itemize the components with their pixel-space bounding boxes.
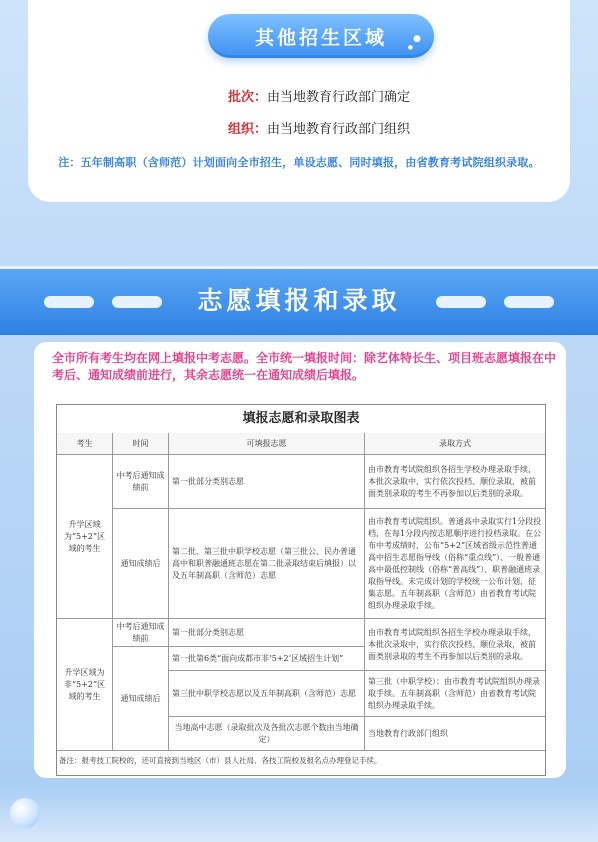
sparkle-icon: ●: [407, 44, 416, 51]
banner-title: 志愿填报和录取: [197, 286, 401, 315]
time-before-results: 中考后通知成绩前: [113, 619, 169, 647]
header-admission: 录取方式: [365, 433, 545, 455]
student-group-non-5plus2: 升学区域为非“5+2”区域的考生: [57, 619, 113, 751]
sparkle-icon: ●: [413, 34, 424, 44]
header-student: 考生: [57, 433, 113, 455]
header-time: 时间: [113, 433, 169, 455]
bottom-glow: [0, 786, 598, 842]
admission-city-order: 由市教育考试院组织各招生学校办理录取手续，本批次录取中，实行依次投档、顺位录取，被前面类别录取的考生不再参加以后类别的录取。: [365, 455, 545, 509]
five-year-note: 注：五年制高职（含师范）计划面向全市招生，单设志愿、同时填报，由省教育考试院组织录取。: [58, 156, 540, 169]
batch-key: 批次：: [228, 90, 268, 105]
admission-high-school: 由市教育考试院组织。普通高中录取实行1分段投档，在每1分段内按志愿顺序进行投档录取。在公布中考成绩时，公布“5+2”区域省级示范性普通高中招生志愿指导线（俗称“重点线”）、一般普通高中最低控制线（俗称“普高线”）、职普融通班录取指导线。未完成计划的学校统一公布计划，征集志愿。五年制高职（含师范）由省教育考试院组织办理录取手续。: [365, 509, 545, 619]
volunteer-local-high-school: 当地高中志愿（录取批次及各批次志愿个数由当地确定）: [169, 717, 365, 751]
volunteer-first-batch: 第一批部分类别志愿: [169, 619, 365, 647]
intro-text: 全市所有考生均在网上填报中考志愿。全市统一填报时间：除艺体特长生、项目班志愿填报在中考后、通知成绩前进行，其余志愿统一在通知成绩后填报。: [52, 351, 557, 382]
volunteer-first-batch: 第一批部分类别志愿: [169, 455, 365, 509]
bubble-decoration-icon: [10, 798, 40, 828]
section-banner: [0, 266, 598, 335]
volunteer-second-third-batch: 第二批、第三批中职学校志愿（第三批公、民办普通高中和职普融通班志愿在第二批录取结束后填报）以及五年制高职（含师范）志愿: [169, 509, 365, 619]
admission-table: [56, 404, 546, 776]
time-after-results: 通知成绩后: [113, 509, 169, 619]
time-after-results: 通知成绩后: [113, 647, 169, 751]
admission-local-authority: 当地教育行政部门组织: [365, 717, 545, 751]
organize-row: [228, 118, 410, 137]
table-title: 填报志愿和录取图表: [57, 405, 545, 434]
volunteer-third-batch: 第三批中职学校志愿以及五年制高职（含师范）志愿: [169, 671, 365, 717]
student-group-5plus2: 升学区域为“5+2”区域的考生: [57, 455, 113, 619]
admission-city-order: 由市教育考试院组织各招生学校办理录取手续，本批次录取中，实行依次投档、顺位录取，被前面类别录取的考生不再参加以后类别的录取。: [365, 619, 545, 671]
section-title: 其他招生区域: [254, 26, 387, 49]
time-before-results: 中考后通知成绩前: [113, 455, 169, 509]
header-volunteer: 可填报志愿: [169, 433, 365, 455]
organize-value: 由当地教育行政部门组织: [267, 122, 411, 137]
batch-row: [228, 86, 410, 105]
admission-third-batch: 第三批（中职学校）：由市教育考试院组织办理录取手续。五年制高职（含师范）由省教育考试院组织办理录取手续。: [365, 671, 545, 717]
table-footnote: 备注：报考技工院校的，还可直接到当地区（市）县人社局、各技工院校及报名点办理登记手续。: [59, 756, 382, 765]
section-title-pill: [208, 14, 434, 58]
organize-key: 组织：: [228, 122, 268, 137]
batch-value: 由当地教育行政部门确定: [267, 90, 411, 105]
volunteer-first-batch-class6: 第一批第6类“面向成都市非‘5+2’区域招生计划”: [169, 647, 365, 671]
